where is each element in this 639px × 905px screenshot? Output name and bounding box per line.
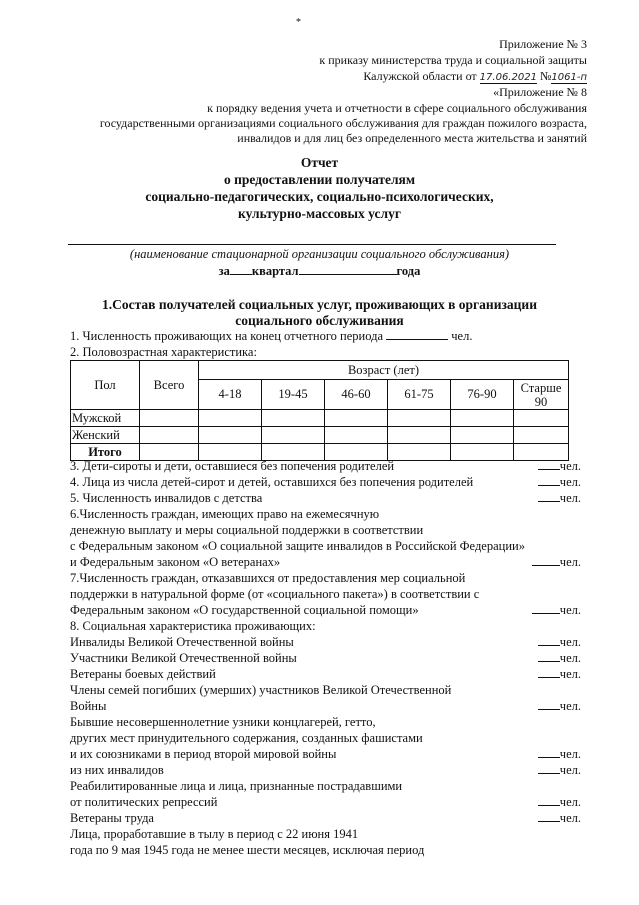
item6-line-3: с Федеральным законом «О социальной защите инвалидов в Российской Федерации»: [70, 539, 525, 553]
age-col: 61-75: [388, 380, 451, 410]
procedure-line-1: к порядку ведения учета и отчетности в сфере социального обслуживания: [207, 101, 587, 115]
table-row: [71, 410, 569, 427]
order-date-line: [363, 69, 587, 85]
item4-unit: чел.: [538, 475, 581, 490]
social-8: Ветераны труда: [70, 811, 154, 825]
procedure-line-2: государственными организациями социального обслуживания для граждан пожилого возраста,: [99, 116, 587, 130]
table-row: [71, 427, 569, 444]
social-5-unit: чел.: [538, 747, 581, 762]
age-col: 76-90: [451, 380, 514, 410]
period-mid: квартал: [251, 264, 299, 278]
social-5-line-1: Бывшие несовершеннолетние узники концлагерей, гетто,: [70, 715, 376, 729]
social-2: Участники Великой Отечественной войны: [70, 651, 297, 665]
number-prefix: №: [539, 69, 552, 83]
social-7-line-1: Реабилитированные лица и лица, признанные пострадавшими: [70, 779, 403, 793]
col-sex-header: Пол: [71, 361, 140, 410]
item2-line: 2. Половозрастная характеристика:: [70, 345, 257, 359]
org-caption: (наименование стационарной организации социального обслуживания): [129, 247, 510, 261]
item7-line-2: поддержки в натуральной форме (от «социального пакета») в соответствии с: [70, 587, 480, 601]
order-line: к приказу министерства труда и социальной защиты: [319, 53, 587, 67]
social-6: из них инвалидов: [70, 763, 164, 777]
item7-unit: чел.: [532, 603, 581, 618]
table-row: [71, 444, 569, 461]
item6-line-4: и Федеральным законом «О ветеранах»: [70, 555, 281, 569]
handwritten-number: 1061-п: [551, 72, 587, 83]
item1-text: 1. Численность проживающих на конец отчетного периода: [70, 329, 383, 343]
social-1-unit: чел.: [538, 635, 581, 650]
item4-text: 4. Лица из числа детей-сирот и детей, оставшихся без попечения родителей: [70, 475, 474, 489]
section1-line-2: социального обслуживания: [235, 313, 404, 328]
social-5-line-3: и их союзниками в период второй мировой войны: [70, 747, 337, 761]
section1-line-1: 1.Состав получателей социальных услуг, проживающих в организации: [102, 297, 537, 312]
page-mark: *: [296, 17, 301, 28]
item3-unit: чел.: [538, 459, 581, 474]
item6-line-1: 6.Численность граждан, имеющих право на ежемесячную: [70, 507, 380, 521]
age-col: 4-18: [199, 380, 262, 410]
social-1: Инвалиды Великой Отечественной войны: [70, 635, 294, 649]
item8-heading: 8. Социальная характеристика проживающих:: [70, 619, 316, 633]
item3-text: 3. Дети-сироты и дети, оставшиеся без попечения родителей: [70, 459, 395, 473]
social-3-unit: чел.: [538, 667, 581, 682]
annex8-heading: «Приложение № 8: [493, 85, 587, 99]
org-name-line: [68, 244, 556, 245]
social-4-unit: чел.: [538, 699, 581, 714]
social-7-line-2: от политических репрессий: [70, 795, 218, 809]
social-4-line-1: Члены семей погибших (умерших) участников Великой Отечественной: [70, 683, 452, 697]
age-sex-table: [70, 360, 569, 461]
col-age-header: Возраст (лет): [199, 361, 569, 380]
age-col: 19-45: [262, 380, 325, 410]
item7-line-1: 7.Численность граждан, отказавшихся от предоставления мер социальной: [70, 571, 466, 585]
period-pre: за: [218, 264, 230, 278]
procedure-line-3: инвалидов и для лиц без определенного места жительства и занятий: [237, 131, 587, 145]
age-col: 46-60: [325, 380, 388, 410]
item6-line-2: денежную выплату и меры социальной поддержки в соответствии: [70, 523, 424, 537]
social-7-unit: чел.: [538, 795, 581, 810]
period-post: года: [396, 264, 421, 278]
title-line-3: социально-педагогических, социально-психологических,: [145, 189, 494, 204]
title-line-1: Отчет: [300, 155, 339, 170]
social-9-line-2: года по 9 мая 1945 года не менее шести месяцев, исключая период: [70, 843, 425, 857]
handwritten-date: 17.06.2021: [479, 72, 537, 83]
social-3: Ветераны боевых действий: [70, 667, 216, 681]
region-prefix: Калужской области от: [363, 69, 477, 83]
item5-unit: чел.: [538, 491, 581, 506]
item5-text: 5. Численность инвалидов с детства: [70, 491, 263, 505]
title-line-2: о предоставлении получателям: [223, 172, 416, 187]
item7-line-3: Федеральным законом «О государственной социальной помощи»: [70, 603, 419, 617]
social-5-line-2: других мест принудительного содержания, созданных фашистами: [70, 731, 423, 745]
row-label: Женский: [71, 427, 140, 444]
social-4-line-2: Войны: [70, 699, 107, 713]
item1-line: [70, 329, 472, 344]
social-8-unit: чел.: [538, 811, 581, 826]
item1-unit: чел.: [451, 329, 473, 343]
row-label: Мужской: [71, 410, 140, 427]
item6-unit: чел.: [532, 555, 581, 570]
col-total-header: Всего: [140, 361, 199, 410]
row-label: Итого: [71, 444, 140, 461]
age-col: Старше 90: [514, 380, 569, 410]
social-9-line-1: Лица, проработавшие в тылу в период с 22 июня 1941: [70, 827, 359, 841]
social-6-unit: чел.: [538, 763, 581, 778]
period-line: [0, 264, 639, 279]
title-line-4: культурно-массовых услуг: [238, 206, 401, 221]
social-2-unit: чел.: [538, 651, 581, 666]
annex3-heading: Приложение № 3: [499, 37, 587, 51]
